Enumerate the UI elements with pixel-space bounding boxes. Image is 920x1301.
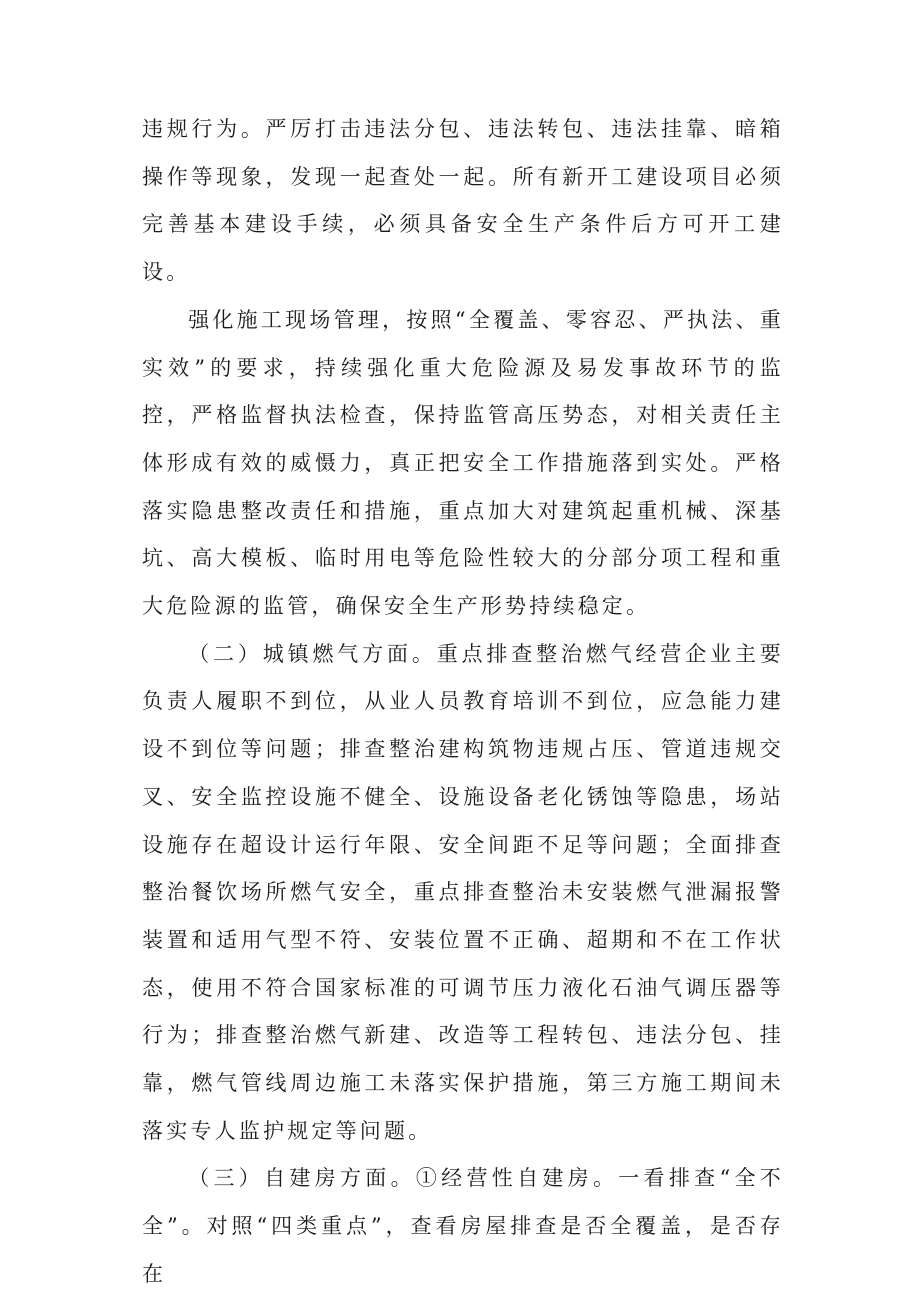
paragraph-site-management: 强化施工现场管理，按照“全覆盖、零容忍、严执法、重实效”的要求，持续强化重大危险源及易发事故环节的监控，严格监督执法检查，保持监管高压势态，对相关责任主体形成有效的威慑力，真正把安全工作措施落到实处。严格落实隐患整改责任和措施，重点加大对建筑起重机械、深基坑、高大模板、临时用电等危险性较大的分部分项工程和重大危险源的监管，确保安全生产形势持续稳定。	[142, 307, 784, 619]
paragraph-self-built-housing: （三）自建房方面。①经营性自建房。一看排查“全不全”。对照“四类重点”，查看房屋排查是否全覆盖，是否存在	[142, 1166, 784, 1286]
document-body	[142, 106, 784, 1299]
paragraph-urban-gas: （二）城镇燃气方面。重点排查整治燃气经营企业主要负责人履职不到位，从业人员教育培训不到位，应急能力建设不到位等问题；排查整治建构筑物违规占压、管道违规交叉、安全监控设施不健全、设施设备老化锈蚀等隐患，场站设施存在超设计运行年限、安全间距不足等问题；全面排查整治餐饮场所燃气安全，重点排查整治未安装燃气泄漏报警装置和适用气型不符、安装位置不正确、超期和不在工作状态，使用不符合国家标准的可调节压力液化石油气调压器等行为；排查整治燃气新建、改造等工程转包、违法分包、挂靠，燃气管线周边施工未落实保护措施，第三方施工期间未落实专人监护规定等问题。	[142, 641, 784, 1143]
paragraph-violations: 违规行为。严厉打击违法分包、违法转包、违法挂靠、暗箱操作等现象，发现一起查处一起。所有新开工建设项目必须完善基本建设手续，必须具备安全生产条件后方可开工建设。	[142, 117, 784, 285]
